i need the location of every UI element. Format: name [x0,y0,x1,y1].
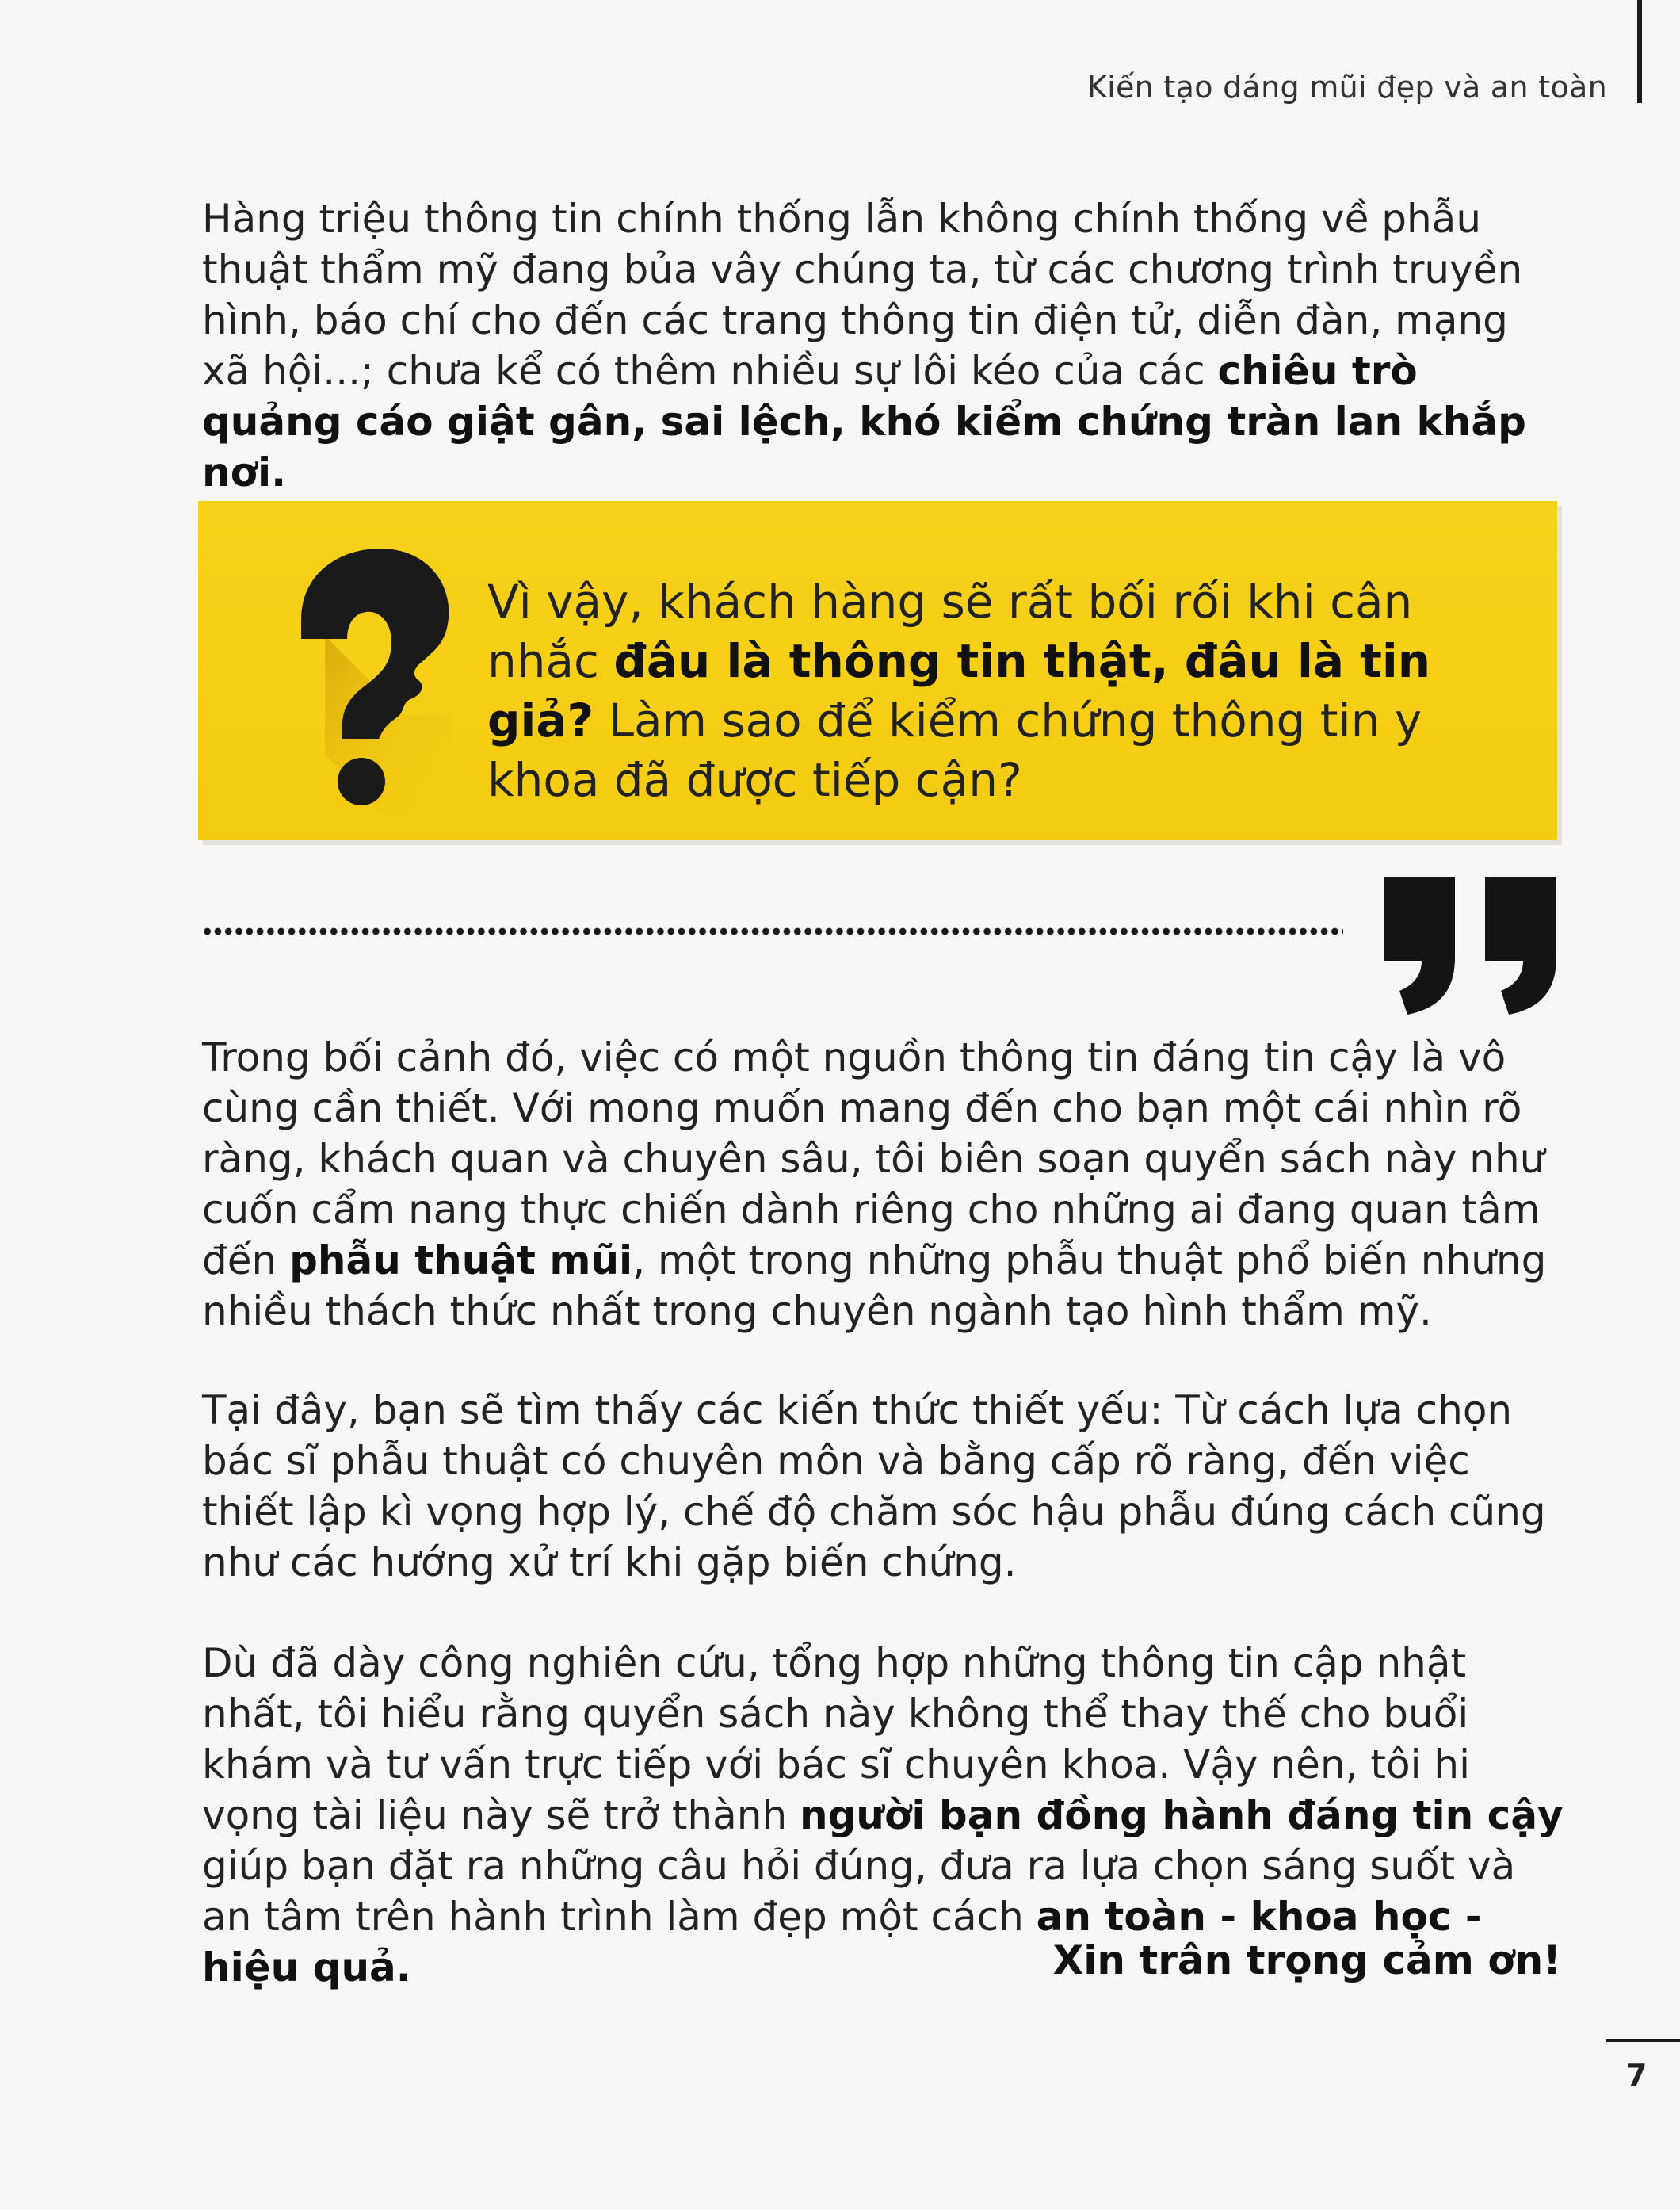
context-text-before: Trong bối cảnh đó, việc có một nguồn thông tin đáng tin cậy là vô cùng cần thiết. Với mong muốn mang đến cho bạn một cái nhìn rõ ràng, khách quan và chuyên sâu, tôi biên soạn quyển sách này như cuốn cẩm nang thực chiến dành riêng cho những ai đang quan tâm đến [202,1034,1545,1283]
context-text-after: , một trong những phẫu thuật phổ biến nhưng nhiều thách thức nhất trong chuyên ngành tạo hình thẩm mỹ. [202,1237,1547,1334]
intro-paragraph [202,193,1565,498]
intro-text: Hàng triệu thông tin chính thống lẫn không chính thống về phẫu thuật thẩm mỹ đang bủa vây chúng ta, từ các chương trình truyền hình, báo chí cho đến các trang thông tin điện tử, diễn đàn, mạng xã hội...; chưa kể có thêm nhiều sự lôi kéo của các [202,196,1523,394]
question-mark-face-icon [293,549,452,810]
callout-text-before: Vì vậy, khách hàng sẽ rất bối rối khi cân nhắc [487,575,1413,688]
closing-text-before: Dù đã dày công nghiên cứu, tổng hợp những thông tin cập nhật nhất, tôi hiểu rằng quyển sách này không thể thay thế cho buổi khám và tư vấn trực tiếp với bác sĩ chuyên khoa. Vậy nên, tôi hi vọng tài liệu này sẽ trở thành [202,1640,1470,1838]
closing-text-middle: giúp bạn đặt ra những câu hỏi đúng, đưa ra lựa chọn sáng suốt và an tâm trên hành trình làm đẹp một cách [202,1843,1516,1940]
closing-bold-companion: người bạn đồng hành đáng tin cậy [800,1792,1564,1838]
yellow-callout-box [198,501,1557,840]
closing-bold-motto: an toàn - khoa học - hiệu quả. [202,1894,1482,1990]
knowledge-paragraph: Tại đây, bạn sẽ tìm thấy các kiến thức thiết yếu: Từ cách lựa chọn bác sĩ phẫu thuật có chuyên môn và bằng cấp rõ ràng, đến việc thiết lập kì vọng hợp lý, chế độ chăm sóc hậu phẫu đúng cách cũng như các hướng xử trí khi gặp biến chứng. [202,1387,1546,1585]
callout-text-after: Làm sao để kiểm chứng thông tin y khoa đã được tiếp cận? [487,694,1422,807]
page-number: 7 [1626,2058,1648,2093]
context-paragraph [202,1032,1565,1336]
intro-bold-text: chiêu trò quảng cáo giật gân, sai lệch, khó kiểm chứng tràn lan khắp nơi. [202,348,1526,495]
dotted-divider [202,926,1343,937]
callout-question-text [487,572,1525,810]
header-vertical-rule [1637,0,1642,103]
closing-quote-icon [1379,872,1569,1015]
thank-you-line: Xin trân trọng cảm ơn! [1052,1937,1561,1983]
callout-bold-question: đâu là thông tin thật, đâu là tin giả? [487,634,1431,748]
footer-rule [1606,2039,1680,2042]
context-bold-text: phẫu thuật mũi [289,1237,633,1283]
running-header-title: Kiến tạo dáng mũi đẹp và an toàn [1086,70,1607,105]
